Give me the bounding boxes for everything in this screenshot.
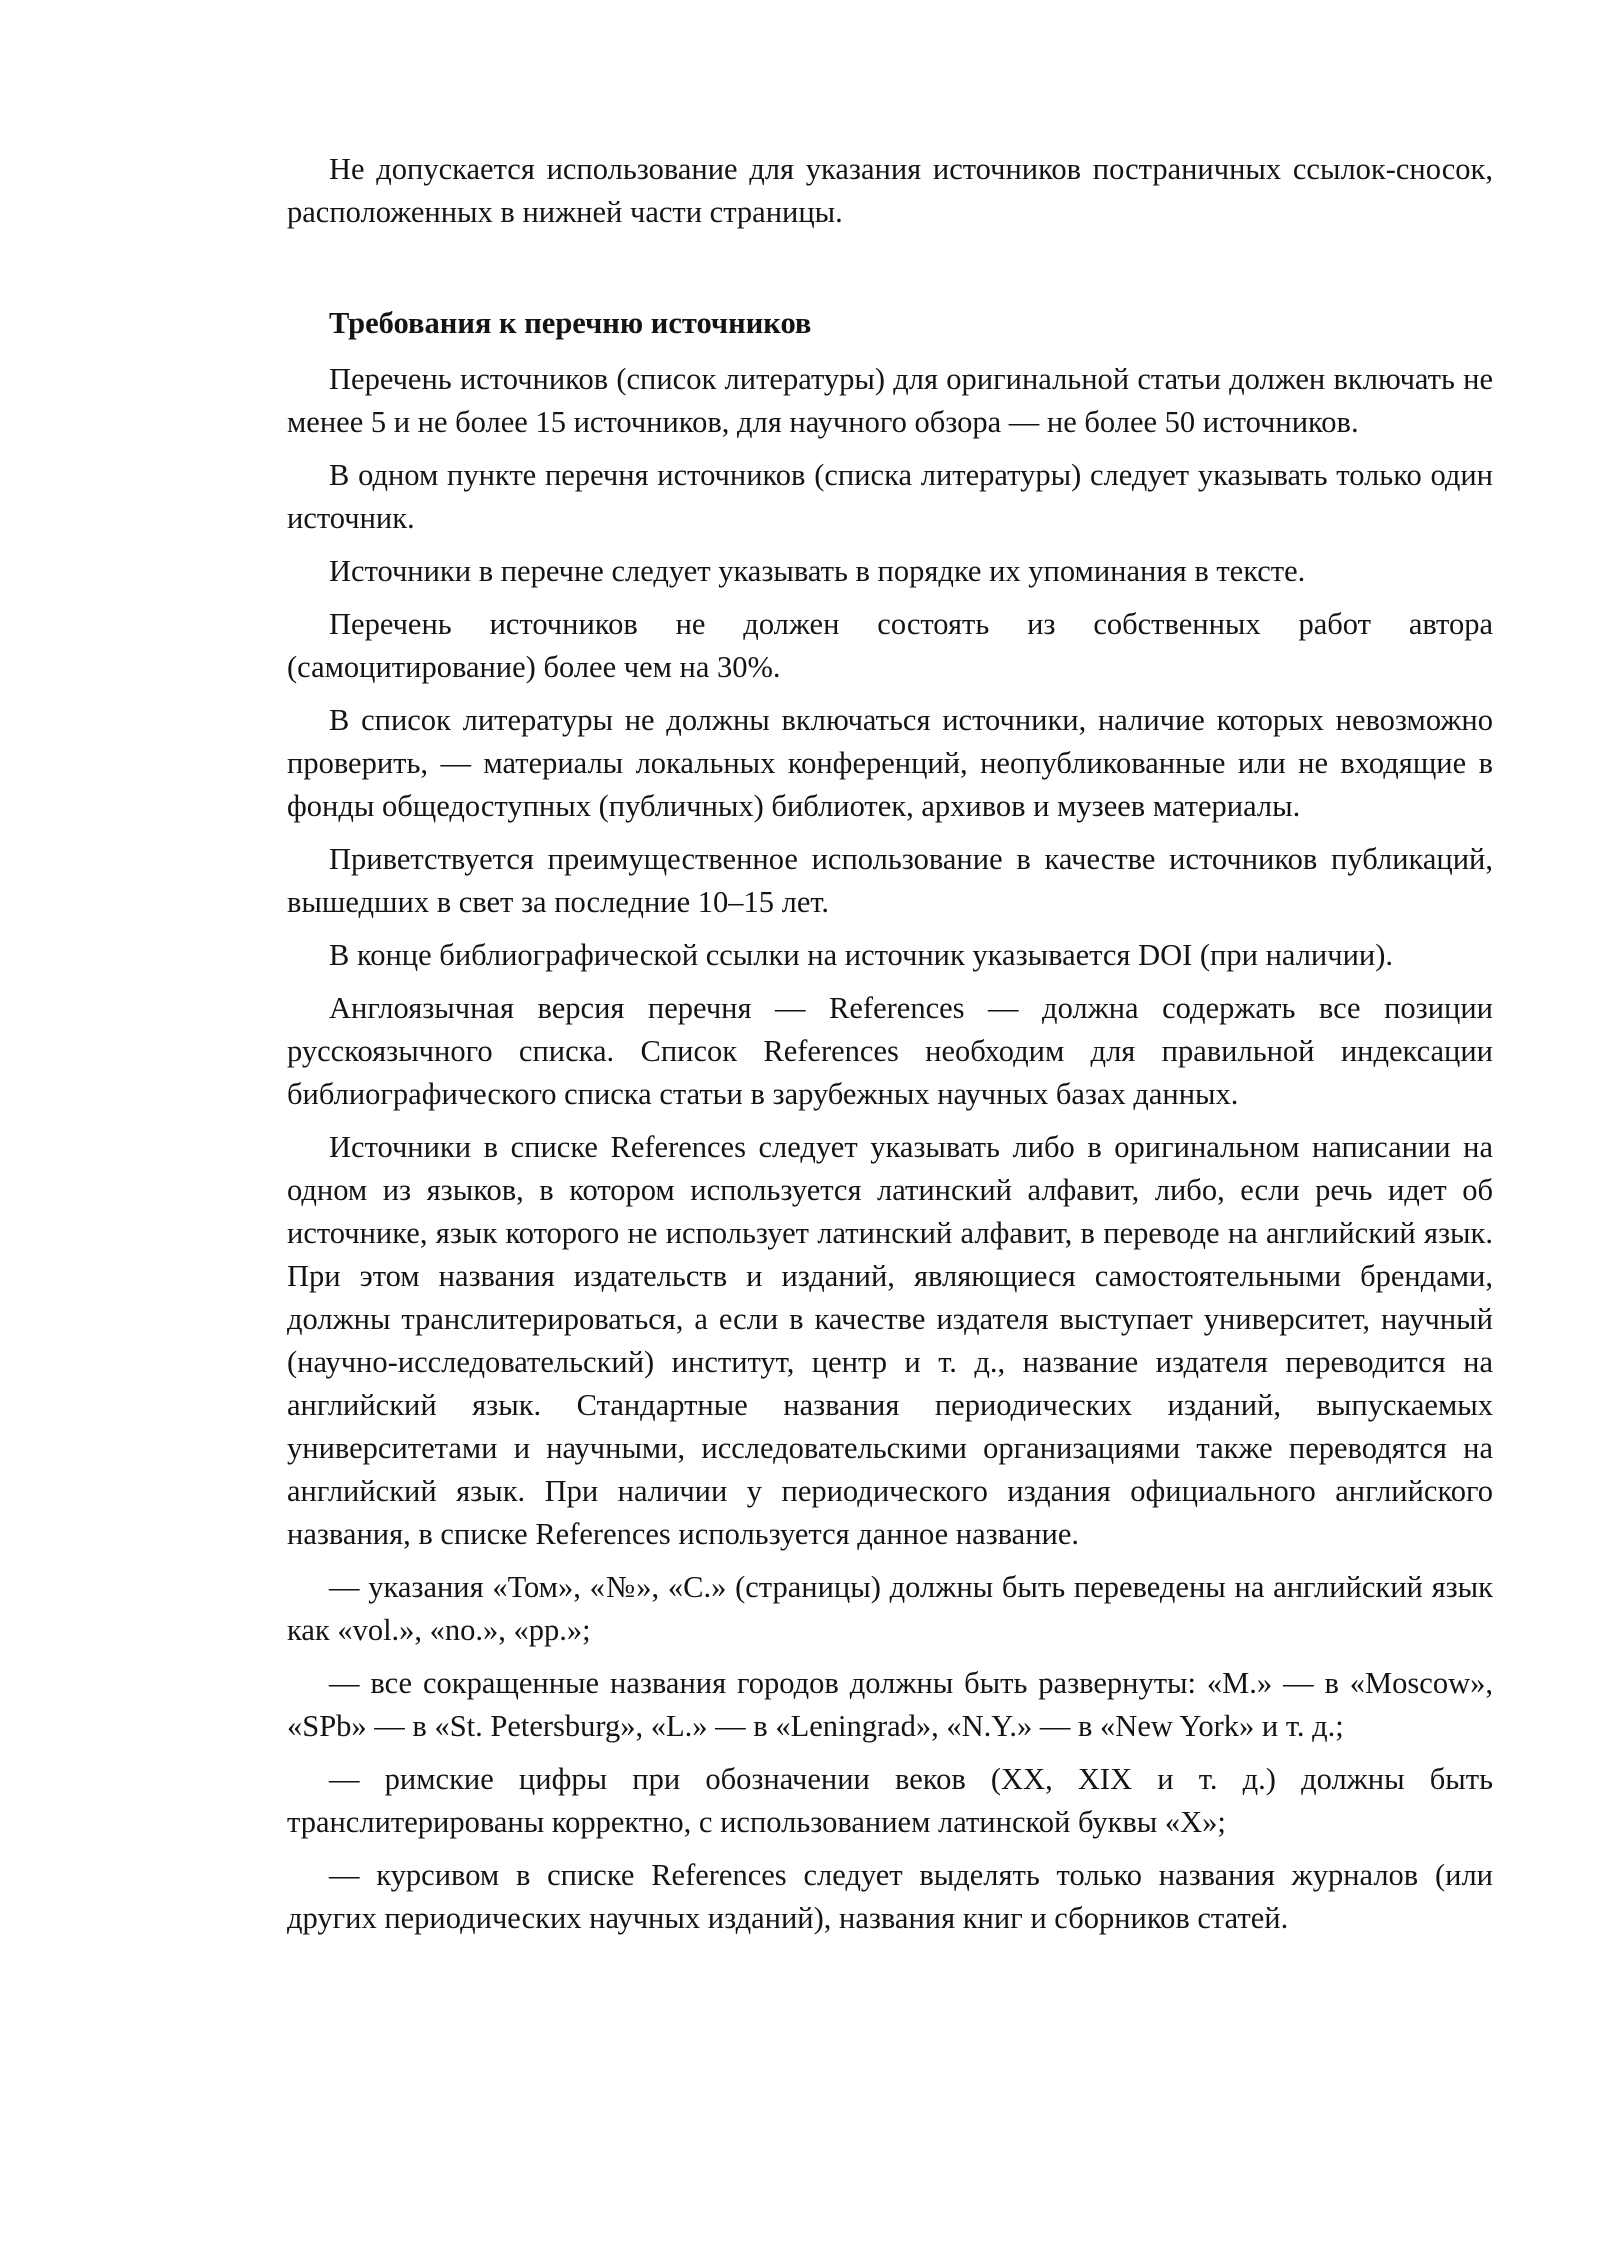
paragraph-doi: В конце библиографической ссылки на источник указывается DOI (при наличии). <box>329 938 1394 972</box>
list-item-italics: — курсивом в списке References следует выделять только названия журналов (или других периодических научных изданий), названия книг и сборников статей. <box>287 1858 1493 1935</box>
list-item-roman-numerals: — римские цифры при обозначении веков (XX, XIX и т. д.) должны быть транслитерированы корректно, с использованием латинской буквы «X»; <box>287 1762 1493 1839</box>
document-page <box>287 148 1493 1950</box>
section-heading: Требования к перечню источников <box>329 306 812 340</box>
paragraph-recent-publications: Приветствуется преимущественное использование в качестве источников публикаций, вышедших в свет за последние 10–15 лет. <box>287 842 1493 919</box>
paragraph-unverifiable-sources: В список литературы не должны включаться источники, наличие которых невозможно проверить, — материалы локальных конференций, неопубликованные или не входящие в фонды общедоступных (публичных) библиотек, архивов и музеев материалы. <box>287 703 1493 823</box>
list-item-city-names: — все сокращенные названия городов должны быть развернуты: «М.» — в «Moscow», «SPb» — в «St. Petersburg», «L.» — в «Leningrad», «N.Y.» — в «New York» и т. д.; <box>287 1666 1493 1743</box>
paragraph-sources-count: Перечень источников (список литературы) для оригинальной статьи должен включать не менее 5 и не более 15 источников, для научного обзора — не более 50 источников. <box>287 362 1493 439</box>
paragraph-one-source-per-item: В одном пункте перечня источников (списка литературы) следует указывать только один источник. <box>287 458 1493 535</box>
paragraph-self-citation: Перечень источников не должен состоять из собственных работ автора (самоцитирование) более чем на 30%. <box>287 607 1493 684</box>
paragraph-references-english: Англоязычная версия перечня — References — должна содержать все позиции русскоязычного списка. Список References необходим для правильной индексации библиографического списка статьи в зарубежных научных базах данных. <box>287 991 1493 1111</box>
paragraph-order-of-mention: Источники в перечне следует указывать в порядке их упоминания в тексте. <box>329 554 1306 588</box>
list-item-volume-abbreviations: — указания «Том», «№», «С.» (страницы) должны быть переведены на английский язык как «vol.», «no.», «pp.»; <box>287 1570 1493 1647</box>
intro-paragraph: Не допускается использование для указания источников постраничных ссылок-сносок, расположенных в нижней части страницы. <box>287 152 1493 229</box>
paragraph-references-transliteration: Источники в списке References следует указывать либо в оригинальном написании на одном из языков, в котором используется латинский алфавит, либо, если речь идет об источнике, язык которого не использует латинский алфавит, в переводе на английский язык. При этом названия издательств и изданий, являющиеся самостоятельными брендами, должны транслитерироваться, а если в качестве издателя выступает университет, научный (научно-исследовательский) институт, центр и т. д., название издателя переводится на английский язык. Стандартные названия периодических изданий, выпускаемых университетами и научными, исследовательскими организациями также переводятся на английский язык. При наличии у периодического издания официального английского названия, в списке References используется данное название. <box>287 1130 1493 1551</box>
